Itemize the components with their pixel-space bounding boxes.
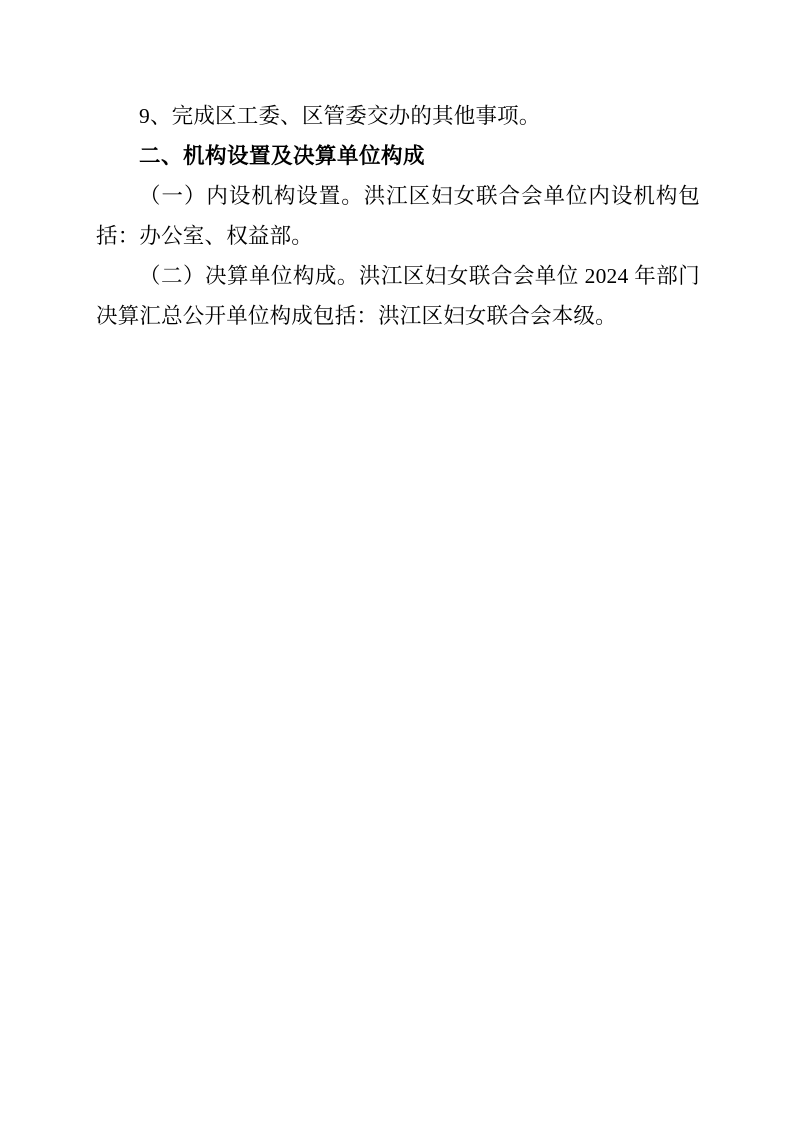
document-body (96, 96, 700, 336)
paragraph-item-9: 9、完成区工委、区管委交办的其他事项。 (139, 104, 541, 128)
paragraph-internal-organization: （一）内设机构设置。洪江区妇女联合会单位内设机构包括：办公室、权益部。 (96, 184, 700, 248)
section-heading-organization-setup: 二、机构设置及决算单位构成 (139, 144, 426, 168)
paragraph-final-account-units: （二）决算单位构成。洪江区妇女联合会单位 2024 年部门决算汇总公开单位构成包括：洪江区妇女联合会本级。 (96, 264, 700, 328)
